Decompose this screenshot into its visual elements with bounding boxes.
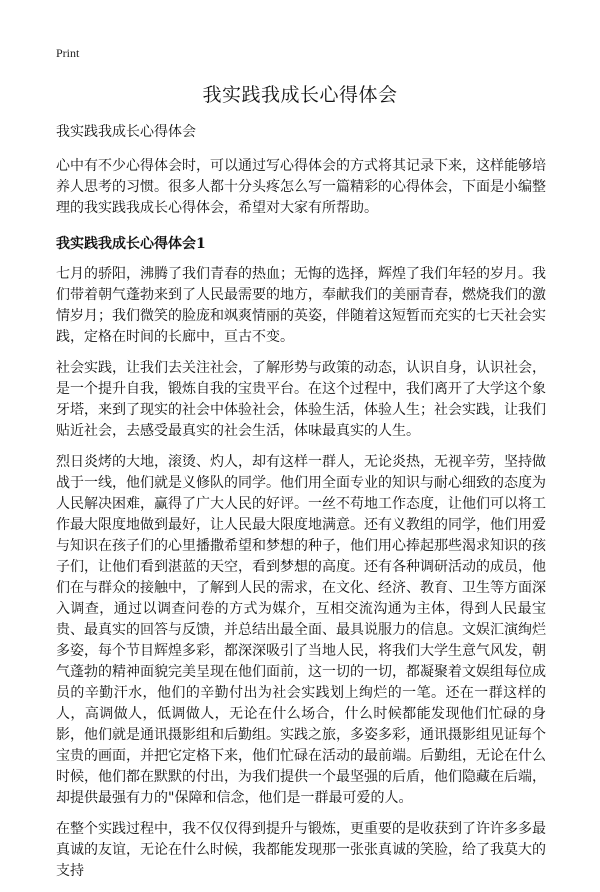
body-paragraph-4: 在整个实践过程中，我不仅仅得到提升与锻炼，更重要的是收获到了许许多多最真诚的友谊，无论在什么时候，我都能发现那一张张真诚的笑脸，给了我莫大的支持 — [56, 821, 546, 879]
page-title: 我实践我成长心得体会 — [202, 84, 398, 106]
body-paragraph-1: 七月的骄阳，沸腾了我们青春的热血；无悔的选择，辉煌了我们年轻的岁月。我们带着朝气蓬勃来到了人民最需要的地方，奉献我们的美丽青春，燃烧我们的激情岁月；我们微笑的脸庞和飒爽情丽的英姿，伴随着这短暂而充实的七天社会实践，定格在时间的长廊中，亘古不变。 — [56, 266, 546, 345]
body-paragraph-2: 社会实践，让我们去关注社会，了解形势与政策的动态，认识自身，认识社会，是一个提升自我，锻炼自我的宝贵平台。在这个过程中，我们离开了大学这个象牙塔，来到了现实的社会中体验社会，体验生活，体验人生；社会实践，让我们贴近社会，去感受最真实的社会生活，体味最真实的人生。 — [56, 360, 546, 439]
article-subtitle: 我实践我成长心得体会 — [56, 124, 196, 140]
body-paragraph-3: 烈日炎烤的大地，滚烫、灼人，却有这样一群人，无论炎热，无视辛劳，坚持做战于一线，他们就是义修队的同学。他们用全面专业的知识与耐心细致的态度为人民解决困难，赢得了广大人民的好评。一丝不苟地工作态度，让他们可以将工作最大限度地做到最好，让人民最大限度地满意。还有义教组的同学，他们用爱与知识在孩子们的心里播撒希望和梦想的种子，他们用心捧起那些渴求知识的孩子们，让他们看到湛蓝的天空，看到梦想的高度。还有各种调研活动的成员，他们在与群众的接触中，了解到人民的需求，在文化、经济、教育、卫生等方面深入调查，通过以调查问卷的方式为媒介，互相交流沟通为主体，得到人民最宝贵、最真实的回答与反馈，并总结出最全面、最具说服力的信息。文娱汇演绚烂多姿，每个节目辉煌多彩，都深深吸引了当地人民，将我们大学生意气风发，朝气蓬勃的精神面貌完美呈现在他们面前，这一切的一切，都凝聚着文娱组每位成员的辛勤汗水，他们的辛勤付出为社会实践划上绚烂的一笔。还在一群这样的人，高调做人，低调做人，无论在什么场合，什么时候都能发现他们忙碌的身影，他们就是通讯摄影组和后勤组。实践之旅，多姿多彩，通讯摄影组见证每个宝贵的画面，并把它定格下来，他们忙碌在活动的最前端。后勤组，无论在什么时候，他们都在默默的付出，为我们提供一个最坚强的后盾，他们隐藏在后端，却提供最强有力的"保障和信念，他们是一群最可爱的人。 — [56, 454, 546, 806]
article-body — [56, 122, 546, 892]
section-heading: 我实践我成长心得体会1 — [56, 236, 206, 252]
print-link[interactable]: Print — [56, 46, 80, 60]
intro-paragraph: 心中有不少心得体会时，可以通过写心得体会的方式将其记录下来，这样能够培养人思考的习惯。很多人都十分头疼怎么写一篇精彩的心得体会，下面是小编整理的我实践我成长心得体会，希望对大家有所帮助。 — [56, 158, 546, 216]
